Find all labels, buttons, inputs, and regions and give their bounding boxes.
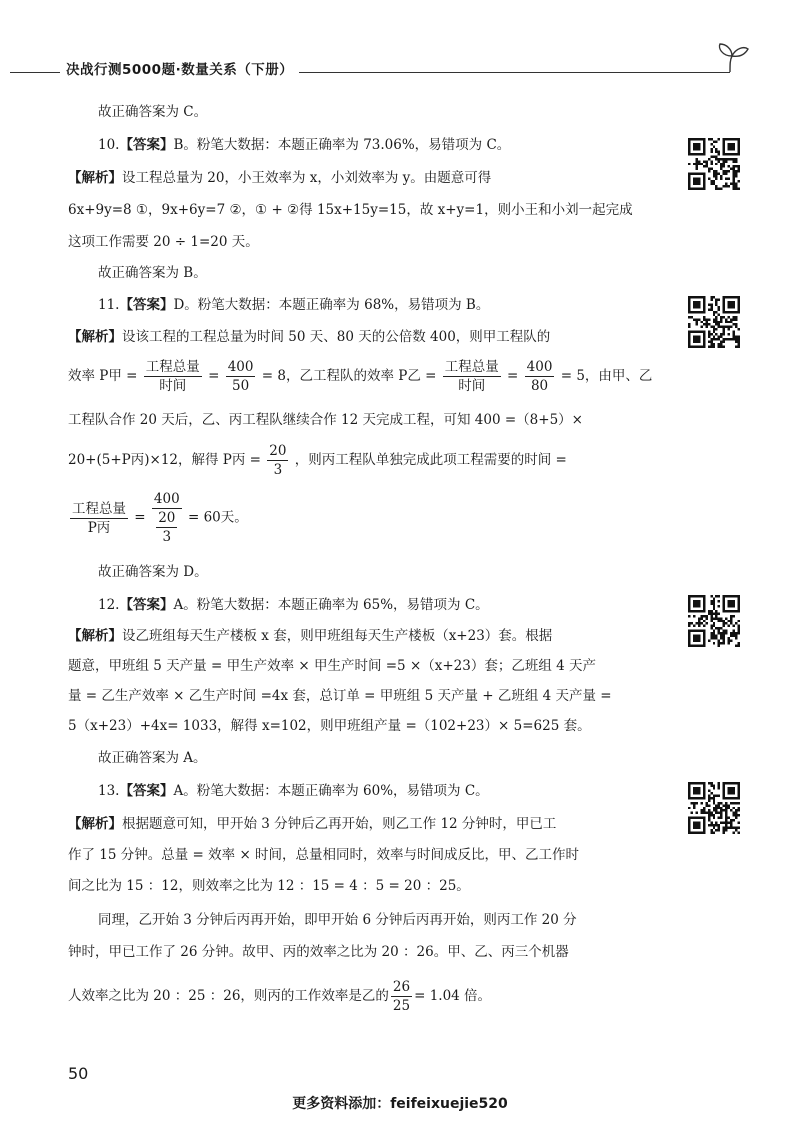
q11-heading xyxy=(98,295,489,315)
frac-num: 400 xyxy=(526,359,553,375)
q10-answer-tag: 【答案】 xyxy=(119,137,174,153)
eq-sign: = xyxy=(208,368,220,384)
q10-number: 10. xyxy=(98,137,120,153)
q13-line6a: 人效率之比为 20 ：25 ：26，则丙的工作效率是乙的 xyxy=(68,988,389,1004)
q11-frac-400-over-20-3 xyxy=(152,490,182,546)
q12-analysis-line1 xyxy=(68,626,552,646)
q11-answer: D。粉笔大数据：本题正确率为 68%，易错项为 B。 xyxy=(173,297,490,313)
q11-frac-work-p xyxy=(70,500,128,537)
q13-analysis-line5: 钟时，甲已工作了 26 分钟。故甲、丙的效率之比为 20 ：26。甲、乙、丙三个机器 xyxy=(68,944,569,960)
q11-analysis-line5 xyxy=(68,490,248,546)
q13-number: 13. xyxy=(98,783,120,799)
q13-analysis-line1 xyxy=(68,814,556,834)
q12-line1-text: 设乙班组每天生产楼板 x 套，则甲班组每天生产楼板（x+23）套。根据 xyxy=(122,628,553,644)
frac-den: 时间 xyxy=(458,378,486,394)
q11-analysis-tag: 【解析】 xyxy=(68,329,122,345)
frac-num: 工程总量 xyxy=(145,359,200,375)
frac-den: 3 xyxy=(162,529,172,545)
q13-frac-26-25 xyxy=(391,978,412,1015)
q13-line1-text: 根据题意可知，甲开始 3 分钟后乙再开始，则乙工作 12 分钟时，甲已工 xyxy=(122,816,557,832)
q13-answer: A。粉笔大数据：本题正确率为 60%，易错项为 C。 xyxy=(173,783,489,799)
q12-number: 12. xyxy=(98,597,120,613)
frac-den: P丙 xyxy=(87,519,111,536)
q13-analysis-line6 xyxy=(68,978,491,1015)
q10-answer: B。粉笔大数据：本题正确率为 73.06%，易错项为 C。 xyxy=(173,137,511,153)
header-title: 决战行测5000题·数量关系（下册） xyxy=(60,58,299,78)
qr-code-q13-icon[interactable] xyxy=(688,782,740,834)
q13-answer-tag: 【答案】 xyxy=(119,783,174,799)
q9-conclusion: 故正确答案为 C。 xyxy=(98,104,208,120)
sprout-icon xyxy=(712,40,752,74)
q12-answer-tag: 【答案】 xyxy=(119,597,174,613)
q11-b-result: = 5，由甲、乙 xyxy=(560,368,653,384)
eq-sign: = xyxy=(134,509,146,526)
q12-heading xyxy=(98,595,489,615)
q11-frac-400-50 xyxy=(226,358,256,395)
q11-conclusion: 故正确答案为 D。 xyxy=(98,564,208,580)
frac-num: 26 xyxy=(392,979,411,995)
q11-frac-work-time-b xyxy=(443,358,501,395)
q11-analysis-line4 xyxy=(68,442,567,479)
q11-line1-text: 设该工程的工程总量为时间 50 天、80 天的公倍数 400，则甲工程队的 xyxy=(122,329,551,345)
eq-sign: = xyxy=(507,368,519,384)
frac-num: 20 xyxy=(269,443,287,459)
q11-line4a: 20+(5+P丙)×12，解得 P丙 = xyxy=(68,452,261,468)
q11-frac-400-80 xyxy=(525,358,555,395)
footer-note: 更多资料添加：feifeixuejie520 xyxy=(292,1096,508,1112)
qr-code-q10-icon[interactable] xyxy=(688,138,740,190)
q12-conclusion: 故正确答案为 A。 xyxy=(98,750,207,766)
frac-den: 25 xyxy=(392,998,411,1014)
q11-a-result: = 8，乙工程队的效率 P乙 = xyxy=(261,368,437,384)
q11-answer-tag: 【答案】 xyxy=(119,297,174,313)
q11-efficiency-line xyxy=(68,358,652,395)
qr-code-q12-icon[interactable] xyxy=(688,595,740,647)
q13-line6b: = 1.04 倍。 xyxy=(414,988,492,1004)
q13-heading xyxy=(98,781,489,801)
frac-den: 3 xyxy=(273,462,283,478)
q10-analysis-line1 xyxy=(68,168,491,188)
qr-code-q11-icon[interactable] xyxy=(688,296,740,348)
q12-analysis-line3: 量 = 乙生产效率 × 乙生产时间 =4x 套，总订单 = 甲班组 5 天产量 + 乙班组 4 天产量 = xyxy=(68,688,612,704)
q10-conclusion: 故正确答案为 B。 xyxy=(98,265,207,281)
q11-analysis-line3: 工程队合作 20 天后，乙、丙工程队继续合作 12 天完成工程，可知 400 =（8+5）× xyxy=(68,412,583,428)
q11-frac-20-3 xyxy=(267,442,288,479)
q13-analysis-line4: 同理，乙开始 3 分钟后丙再开始，即甲开始 6 分钟后丙再开始，则丙工作 20 分 xyxy=(98,912,577,928)
frac-den: 80 xyxy=(530,378,549,394)
frac-num: 400 xyxy=(153,491,180,507)
header-rule-right xyxy=(290,72,730,73)
q11-frac-work-time-a xyxy=(144,358,202,395)
q12-analysis-tag: 【解析】 xyxy=(68,628,122,644)
frac-num: 工程总量 xyxy=(444,359,499,375)
q13-analysis-tag: 【解析】 xyxy=(68,816,122,832)
frac-den: 时间 xyxy=(159,378,187,394)
q13-analysis-line2: 作了 15 分钟。总量 = 效率 × 时间，总量相同时，效率与时间成反比，甲、乙工作时 xyxy=(68,847,580,863)
q11-analysis-line1 xyxy=(68,327,550,347)
frac-num: 400 xyxy=(227,359,254,375)
q10-heading xyxy=(98,135,510,155)
q12-analysis-line4: 5（x+23）+4x= 1033，解得 x=102，则甲班组产量 =（102+23）× 5=625 套。 xyxy=(68,718,591,734)
q10-analysis-line3: 这项工作需要 20 ÷ 1=20 天。 xyxy=(68,234,259,250)
q11-line5-result: = 60天。 xyxy=(187,509,248,526)
frac-den: 50 xyxy=(231,378,250,394)
frac-num: 工程总量 xyxy=(72,500,126,517)
q12-analysis-line2: 题意，甲班组 5 天产量 = 甲生产效率 × 甲生产时间 =5 ×（x+23）套；乙班组 4 天产 xyxy=(68,658,597,674)
q10-line1-text: 设工程总量为 20，小王效率为 x，小刘效率为 y。由题意可得 xyxy=(122,170,492,186)
q11-eff-a-label: 效率 P甲 = xyxy=(68,368,138,384)
q10-analysis-tag: 【解析】 xyxy=(68,170,122,186)
q13-analysis-line3: 间之比为 15 ：12，则效率之比为 12 ：15 = 4 ：5 = 20 ：25。 xyxy=(68,878,470,894)
q11-number: 11. xyxy=(98,297,120,313)
inner-frac xyxy=(156,509,177,546)
q11-line4b: ，则丙工程队单独完成此项工程需要的时间 = xyxy=(294,452,567,468)
page-number: 50 xyxy=(68,1064,89,1083)
frac-num: 20 xyxy=(158,510,176,526)
q10-analysis-line2: 6x+9y=8 ①，9x+6y=7 ②，① + ②得 15x+15y=15，故 x+y=1，则小王和小刘一起完成 xyxy=(68,202,633,218)
frac-den xyxy=(152,509,182,546)
q12-answer: A。粉笔大数据：本题正确率为 65%，易错项为 C。 xyxy=(173,597,489,613)
